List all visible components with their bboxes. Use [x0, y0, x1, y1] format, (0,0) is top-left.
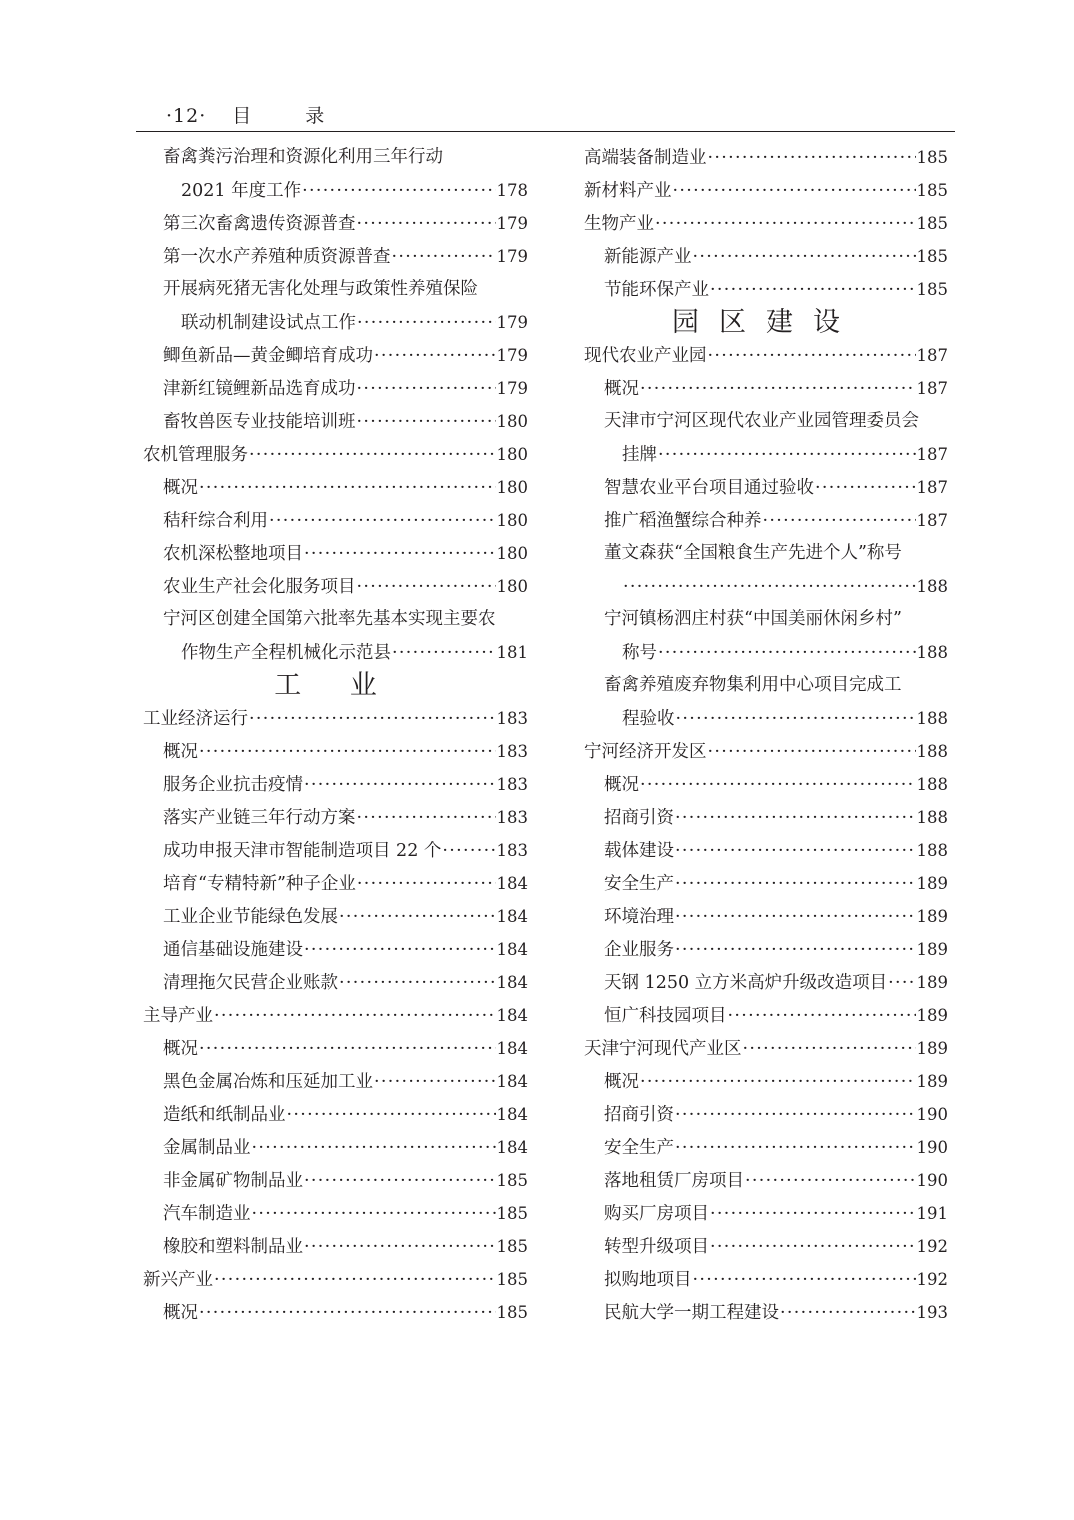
toc-page-number: 184: [496, 973, 528, 992]
toc-entry-title: 工业经济运行: [143, 709, 248, 729]
toc-entry[interactable]: [584, 801, 948, 834]
dot-leader: [374, 340, 496, 372]
toc-entry-title: 安全生产: [604, 1138, 674, 1158]
toc-entry[interactable]: [584, 537, 948, 570]
toc-entry-title: 概况: [163, 1039, 198, 1059]
section-heading: [143, 669, 528, 702]
toc-page-number: 183: [496, 841, 528, 860]
dot-leader: [745, 1165, 916, 1197]
toc-entry[interactable]: [584, 1032, 948, 1065]
dot-leader: [780, 1297, 916, 1329]
toc-page-number: 185: [916, 280, 948, 299]
dot-leader: [339, 967, 496, 999]
toc-page-number: 189: [916, 1072, 948, 1091]
toc-entry-title: 生物产业: [584, 214, 654, 234]
dot-leader: [710, 1231, 916, 1263]
toc-entry[interactable]: [143, 273, 528, 306]
toc-entry-title: 概况: [604, 775, 639, 795]
toc-page-number: 185: [496, 1204, 528, 1223]
toc-entry[interactable]: [584, 702, 948, 735]
dot-leader: [304, 769, 496, 801]
toc-entry[interactable]: [143, 1065, 528, 1098]
dot-leader: [675, 835, 916, 867]
toc-page-number: 188: [916, 841, 948, 860]
toc-entry[interactable]: [584, 1131, 948, 1164]
toc-entry[interactable]: [143, 636, 528, 669]
toc-entry[interactable]: [143, 537, 528, 570]
toc-entry[interactable]: [584, 1164, 948, 1197]
page-number: ·12·: [166, 105, 207, 127]
toc-page-number: 188: [916, 709, 948, 728]
dot-leader: [357, 868, 496, 900]
dot-leader: [374, 1066, 496, 1098]
toc-entry[interactable]: [584, 867, 948, 900]
dot-leader: [763, 505, 916, 537]
toc-entry-title: 造纸和纸制品业: [163, 1105, 286, 1125]
toc-page-number: 189: [916, 1006, 948, 1025]
toc-page-number: 180: [496, 544, 528, 563]
toc-entry-title: 宁河区创建全国第六批率先基本实现主要农: [163, 609, 496, 629]
dot-leader: [199, 1033, 496, 1065]
toc-page-number: 184: [496, 940, 528, 959]
toc-page-number: 183: [496, 775, 528, 794]
dot-leader: [623, 571, 916, 603]
toc-entry[interactable]: [143, 1032, 528, 1065]
dot-leader: [815, 472, 916, 504]
dot-leader: [392, 637, 496, 669]
toc-entry-title: 橡胶和塑料制品业: [163, 1237, 303, 1257]
section-heading-text: 园区建设: [672, 307, 860, 338]
toc-page-number: 180: [496, 478, 528, 497]
toc-page-number: 188: [916, 742, 948, 761]
toc-entry-title: 董文森获“全国粮食生产先进个人”称号: [604, 543, 902, 563]
toc-page-number: 180: [496, 577, 528, 596]
toc-entry-title: 黑色金属冶炼和压延加工业: [163, 1072, 373, 1092]
dot-leader: [710, 1198, 916, 1230]
dot-leader: [199, 472, 496, 504]
toc-entry-title: 落实产业链三年行动方案: [163, 808, 356, 828]
toc-page-number: 185: [496, 1237, 528, 1256]
dot-leader: [214, 1000, 496, 1032]
toc-entry-title: 民航大学一期工程建设: [604, 1303, 779, 1323]
toc-entry[interactable]: [143, 471, 528, 504]
toc-page-number: 185: [496, 1171, 528, 1190]
toc-entry[interactable]: [584, 768, 948, 801]
toc-entry-title: 汽车制造业: [163, 1204, 251, 1224]
toc-entry-title: 程验收: [622, 709, 675, 729]
toc-entry[interactable]: [143, 1296, 528, 1329]
toc-entry[interactable]: [143, 306, 528, 339]
toc-entry-title: 高端装备制造业: [584, 148, 707, 168]
dot-leader: [302, 175, 495, 207]
toc-page-number: 188: [916, 643, 948, 662]
toc-entry[interactable]: [584, 504, 948, 537]
toc-entry-title: 通信基础设施建设: [163, 940, 303, 960]
toc-page-number: 180: [496, 412, 528, 431]
toc-page-number: 185: [496, 1303, 528, 1322]
toc-entry[interactable]: [584, 999, 948, 1032]
dot-leader: [708, 340, 916, 372]
section-heading-text: 工 业: [274, 670, 397, 701]
toc-entry[interactable]: [584, 405, 948, 438]
toc-entry[interactable]: [143, 801, 528, 834]
toc-entry[interactable]: [143, 438, 528, 471]
toc-entry-title: 第三次畜禽遗传资源普查: [163, 214, 356, 234]
toc-entry[interactable]: [143, 867, 528, 900]
toc-page-number: 187: [916, 445, 948, 464]
toc-page-number: 184: [496, 1039, 528, 1058]
toc-entry[interactable]: [143, 702, 528, 735]
toc-page-number: 187: [916, 511, 948, 530]
toc-page-number: 188: [916, 577, 948, 596]
toc-entry-title: 作物生产全程机械化示范县: [181, 643, 391, 663]
toc-entry-title: 宁河镇杨泗庄村获“中国美丽休闲乡村”: [604, 609, 902, 629]
dot-leader: [214, 1264, 496, 1296]
dot-leader: [675, 901, 916, 933]
toc-entry-title: 招商引资: [604, 1105, 674, 1125]
toc-entry-title: 概况: [163, 742, 198, 762]
toc-entry-title: 农机深松整地项目: [163, 544, 303, 564]
toc-entry-title: 称号: [622, 643, 657, 663]
toc-entry[interactable]: [143, 504, 528, 537]
toc-page-number: 178: [496, 181, 528, 200]
dot-leader: [442, 835, 495, 867]
dot-leader: [675, 802, 916, 834]
toc-page-number: 189: [916, 973, 948, 992]
toc-entry-title: 概况: [604, 379, 639, 399]
toc-page-number: 179: [496, 313, 528, 332]
toc-column-left: [143, 141, 528, 1329]
dot-leader: [693, 1264, 916, 1296]
dot-leader: [710, 274, 916, 306]
toc-entry[interactable]: [584, 966, 948, 999]
dot-leader: [675, 868, 916, 900]
dot-leader: [655, 208, 916, 240]
toc-entry-title: 现代农业产业园: [584, 346, 707, 366]
toc-entry-title: 恒广科技园项目: [604, 1006, 727, 1026]
toc-entry-title: 拟购地项目: [604, 1270, 692, 1290]
toc-entry[interactable]: [143, 1197, 528, 1230]
toc-page-number: 180: [496, 445, 528, 464]
toc-entry-title: 安全生产: [604, 874, 674, 894]
toc-column-right: [584, 141, 948, 1329]
toc-entry[interactable]: [584, 603, 948, 636]
toc-entry[interactable]: [143, 141, 528, 174]
toc-page-number: 184: [496, 1105, 528, 1124]
toc-entry-title: 概况: [604, 1072, 639, 1092]
toc-entry-title: 宁河经济开发区: [584, 742, 707, 762]
toc-page-number: 187: [916, 478, 948, 497]
toc-entry[interactable]: [143, 999, 528, 1032]
toc-page-number: 184: [496, 1006, 528, 1025]
toc-entry[interactable]: [584, 900, 948, 933]
toc-entry[interactable]: [143, 735, 528, 768]
toc-entry-title: 挂牌: [622, 445, 657, 465]
toc-entry[interactable]: [584, 636, 948, 669]
toc-page-number: 183: [496, 808, 528, 827]
dot-leader: [658, 439, 916, 471]
dot-leader: [888, 967, 915, 999]
toc-entry-title: 畜牧兽医专业技能培训班: [163, 412, 356, 432]
toc-page-number: 184: [496, 907, 528, 926]
toc-entry-title: 购买厂房项目: [604, 1204, 709, 1224]
toc-entry-title: 招商引资: [604, 808, 674, 828]
toc-page-number: 179: [496, 379, 528, 398]
toc-entry-title: 企业服务: [604, 940, 674, 960]
running-header: [166, 101, 348, 128]
toc-entry-title: 新材料产业: [584, 181, 672, 201]
toc-page-number: 185: [916, 148, 948, 167]
toc-entry-title: 转型升级项目: [604, 1237, 709, 1257]
toc-page-number: 191: [916, 1204, 948, 1223]
toc-entry-title: 第一次水产养殖种质资源普查: [163, 247, 391, 267]
toc-entry[interactable]: [143, 372, 528, 405]
toc-entry[interactable]: [143, 768, 528, 801]
toc-entry[interactable]: [143, 207, 528, 240]
toc-page-number: 184: [496, 874, 528, 893]
dot-leader: [199, 1297, 496, 1329]
toc-entry[interactable]: [584, 273, 948, 306]
toc-entry-title: 培育“专精特新”种子企业: [163, 874, 356, 894]
toc-page-number: 179: [496, 346, 528, 365]
dot-leader: [357, 406, 496, 438]
toc-page-number: 189: [916, 907, 948, 926]
toc-entry-title: 天津宁河现代产业区: [584, 1039, 742, 1059]
toc-entry-title: 联动机制建设试点工作: [181, 313, 356, 333]
toc-entry[interactable]: [584, 669, 948, 702]
toc-entry[interactable]: [584, 1065, 948, 1098]
toc-entry-title: 新兴产业: [143, 1270, 213, 1290]
toc-entry-title: 畜禽粪污治理和资源化利用三年行动: [163, 147, 443, 167]
toc-entry[interactable]: [143, 966, 528, 999]
toc-entry[interactable]: [143, 900, 528, 933]
toc-entry-title: 工业企业节能绿色发展: [163, 907, 338, 927]
toc-entry-title: 概况: [163, 478, 198, 498]
toc-page-number: 188: [916, 775, 948, 794]
dot-leader: [304, 934, 496, 966]
toc-page-number: 181: [496, 643, 528, 662]
toc-entry-title: 天津市宁河区现代农业产业园管理委员会: [604, 411, 919, 431]
toc-page-number: 185: [496, 1270, 528, 1289]
toc-entry[interactable]: [584, 339, 948, 372]
toc-page-number: 183: [496, 709, 528, 728]
toc-entry-title: 秸秆综合利用: [163, 511, 268, 531]
toc-page-number: 180: [496, 511, 528, 530]
dot-leader: [252, 1132, 496, 1164]
toc-entry-title: 载体建设: [604, 841, 674, 861]
toc-entry-title: 概况: [163, 1303, 198, 1323]
toc-entry-title: 成功申报天津市智能制造项目 22 个: [163, 841, 442, 861]
dot-leader: [640, 373, 916, 405]
toc-entry[interactable]: [143, 570, 528, 603]
toc-entry[interactable]: [584, 570, 948, 603]
toc-entry[interactable]: [143, 174, 528, 207]
dot-leader: [658, 637, 916, 669]
toc-page-number: 190: [916, 1105, 948, 1124]
toc-page-number: 184: [496, 1138, 528, 1157]
dot-leader: [357, 571, 496, 603]
toc-entry[interactable]: [584, 174, 948, 207]
dot-leader: [743, 1033, 916, 1065]
toc-page-number: 183: [496, 742, 528, 761]
toc-entry[interactable]: [584, 207, 948, 240]
dot-leader: [708, 142, 916, 174]
toc-entry-title: 2021 年度工作: [181, 181, 302, 201]
dot-leader: [640, 769, 916, 801]
dot-leader: [252, 1198, 496, 1230]
toc-entry[interactable]: [584, 471, 948, 504]
dot-leader: [304, 538, 496, 570]
toc-entry[interactable]: [584, 1263, 948, 1296]
dot-leader: [357, 208, 496, 240]
toc-entry-title: 畜禽养殖废弃物集利用中心项目完成工: [604, 675, 902, 695]
dot-leader: [728, 1000, 916, 1032]
dot-leader: [392, 241, 496, 273]
toc-page-number: 187: [916, 346, 948, 365]
toc-page-number: 190: [916, 1171, 948, 1190]
section-heading: [584, 306, 948, 339]
toc-entry-title: 天钢 1250 立方米高炉升级改造项目: [604, 973, 888, 993]
toc-page-number: 185: [916, 181, 948, 200]
dot-leader: [249, 703, 496, 735]
toc-entry[interactable]: [584, 141, 948, 174]
toc-entry[interactable]: [584, 1197, 948, 1230]
toc-entry[interactable]: [584, 438, 948, 471]
toc-entry[interactable]: [143, 339, 528, 372]
toc-entry[interactable]: [143, 405, 528, 438]
toc-entry[interactable]: [143, 603, 528, 636]
dot-leader: [249, 439, 496, 471]
toc-page-number: 188: [916, 808, 948, 827]
toc-entry-title: 主导产业: [143, 1006, 213, 1026]
toc-entry[interactable]: [143, 1164, 528, 1197]
toc-entry[interactable]: [584, 1296, 948, 1329]
toc-page-number: 185: [916, 214, 948, 233]
toc-entry[interactable]: [584, 240, 948, 273]
toc-entry[interactable]: [143, 1098, 528, 1131]
toc-entry[interactable]: [584, 735, 948, 768]
toc-entry[interactable]: [584, 372, 948, 405]
toc-entry[interactable]: [584, 933, 948, 966]
toc-entry-title: 清理拖欠民营企业账款: [163, 973, 338, 993]
dot-leader: [357, 307, 496, 339]
toc-entry[interactable]: [584, 1230, 948, 1263]
toc-entry-title: 农机管理服务: [143, 445, 248, 465]
toc-entry[interactable]: [143, 1230, 528, 1263]
dot-leader: [339, 901, 496, 933]
dot-leader: [675, 934, 916, 966]
toc-entry-title: 环境治理: [604, 907, 674, 927]
dot-leader: [676, 703, 916, 735]
toc-entry[interactable]: [143, 834, 528, 867]
toc-page-number: 179: [496, 247, 528, 266]
toc-entry[interactable]: [143, 240, 528, 273]
dot-leader: [675, 1099, 916, 1131]
toc-page-number: 187: [916, 379, 948, 398]
toc-entry-title: 金属制品业: [163, 1138, 251, 1158]
toc-entry-title: 节能环保产业: [604, 280, 709, 300]
toc-entry[interactable]: [143, 1263, 528, 1296]
toc-page-number: 185: [916, 247, 948, 266]
dot-leader: [357, 802, 496, 834]
dot-leader: [304, 1231, 496, 1263]
toc-entry-title: 推广稻渔蟹综合种养: [604, 511, 762, 531]
toc-entry-title: 落地租赁厂房项目: [604, 1171, 744, 1191]
toc-page-number: 184: [496, 1072, 528, 1091]
toc-entry-title: 农业生产社会化服务项目: [163, 577, 356, 597]
toc-entry-title: 新能源产业: [604, 247, 692, 267]
dot-leader: [673, 175, 916, 207]
dot-leader: [199, 736, 496, 768]
toc-entry[interactable]: [143, 933, 528, 966]
toc-entry-title: 非金属矿物制品业: [163, 1171, 303, 1191]
toc-entry-title: 鲫鱼新品—黄金鲫培育成功: [163, 346, 373, 366]
toc-page-number: 192: [916, 1270, 948, 1289]
toc-page-number: 192: [916, 1237, 948, 1256]
toc-page-number: 189: [916, 1039, 948, 1058]
dot-leader: [640, 1066, 916, 1098]
dot-leader: [693, 241, 916, 273]
toc-entry[interactable]: [143, 1131, 528, 1164]
toc-entry-title: 智慧农业平台项目通过验收: [604, 478, 814, 498]
running-title: 目 录: [232, 105, 349, 127]
toc-entry-title: 服务企业抗击疫情: [163, 775, 303, 795]
dot-leader: [304, 1165, 496, 1197]
dot-leader: [357, 373, 496, 405]
toc-entry-title: 开展病死猪无害化处理与政策性养殖保险: [163, 279, 478, 299]
toc-entry-title: 津新红镜鲤新品选育成功: [163, 379, 356, 399]
toc-entry[interactable]: [584, 834, 948, 867]
toc-entry[interactable]: [584, 1098, 948, 1131]
header-rule: [136, 131, 955, 132]
dot-leader: [287, 1099, 496, 1131]
dot-leader: [708, 736, 916, 768]
dot-leader: [269, 505, 496, 537]
toc-page-number: 193: [916, 1303, 948, 1322]
toc-page-number: 179: [496, 214, 528, 233]
toc-page-number: 189: [916, 874, 948, 893]
dot-leader: [675, 1132, 916, 1164]
toc-page-number: 190: [916, 1138, 948, 1157]
toc-page-number: 189: [916, 940, 948, 959]
